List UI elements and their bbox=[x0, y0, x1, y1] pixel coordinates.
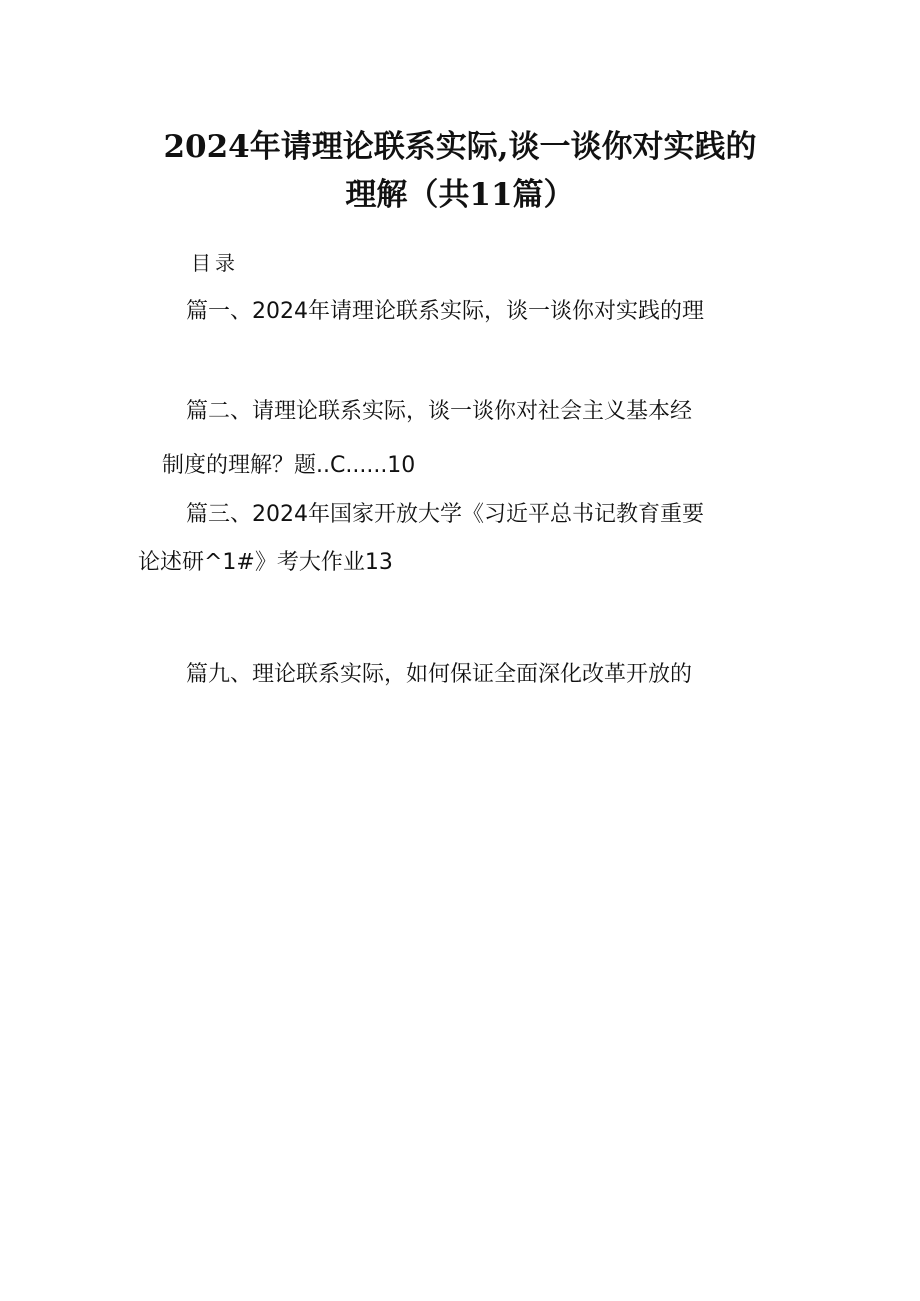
toc-entry-2-continuation[interactable]: 制度的理解？题..C......10 bbox=[162, 453, 416, 478]
toc-entry-3[interactable]: 篇三、2024年国家开放大学《习近平总书记教育重要 bbox=[186, 502, 704, 527]
toc-entry-9[interactable]: 篇九、理论联系实际，如何保证全面深化改革开放的 bbox=[186, 662, 693, 687]
toc-entry-1[interactable]: 篇一、2024年请理论联系实际，谈一谈你对实践的理 bbox=[186, 299, 704, 324]
toc-heading: 目录 bbox=[191, 251, 239, 275]
document-title-line-2: 理解（共11篇） bbox=[345, 177, 575, 213]
toc-entry-3-continuation[interactable]: 论述研^1#》考大作业13 bbox=[138, 550, 393, 575]
document-title-line-1: 2024年请理论联系实际,谈一谈你对实践的 bbox=[163, 129, 757, 165]
toc-entry-2[interactable]: 篇二、请理论联系实际，谈一谈你对社会主义基本经 bbox=[186, 399, 693, 424]
